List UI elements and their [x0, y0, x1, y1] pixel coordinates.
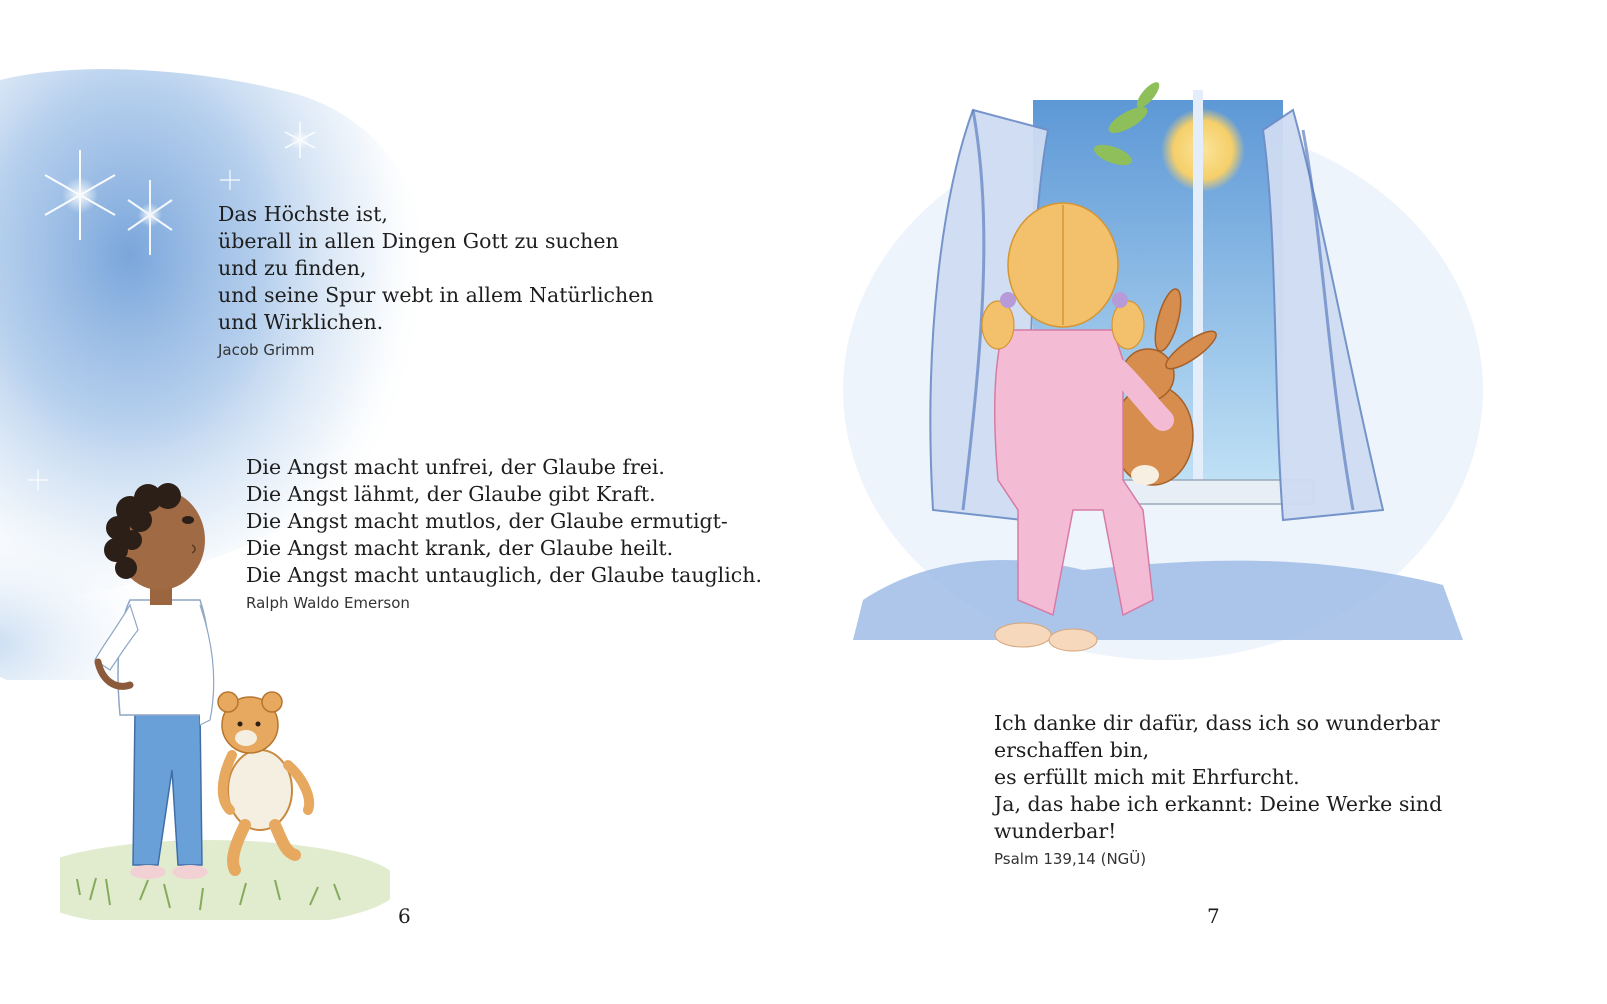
page-number: 6: [398, 904, 411, 928]
quote-line: Ja, das habe ich erkannt: Deine Werke sind: [994, 792, 1443, 816]
quote-source: Psalm 139,14 (NGÜ): [994, 850, 1147, 868]
quote-line: und Wirklichen.: [218, 310, 384, 334]
quote-line: es erfüllt mich mit Ehrfurcht.: [994, 765, 1300, 789]
quote-line: Die Angst lähmt, der Glaube gibt Kraft.: [246, 482, 656, 506]
quote-psalm: [994, 710, 1442, 869]
hair-bow-icon: [1112, 292, 1128, 308]
quote-author: Jacob Grimm: [218, 341, 315, 359]
left-page: [0, 0, 803, 1004]
hair-bow-icon: [1000, 292, 1016, 308]
quote-line: Das Höchste ist,: [218, 202, 388, 226]
quote-line: Die Angst macht krank, der Glaube heilt.: [246, 536, 674, 560]
quote-line: überall in allen Dingen Gott zu suchen: [218, 229, 619, 253]
quote-line: und zu finden,: [218, 256, 367, 280]
quote-emerson: [246, 454, 762, 613]
quote-line: wunderbar!: [994, 819, 1117, 843]
right-page: [803, 0, 1607, 1004]
page-number: 7: [1207, 904, 1220, 928]
quote-line: erschaffen bin,: [994, 738, 1150, 762]
quote-line: Die Angst macht mutlos, der Glaube ermutigt-: [246, 509, 728, 533]
quote-line: Die Angst macht untauglich, der Glaube tauglich.: [246, 563, 762, 587]
quote-grimm: [218, 201, 654, 360]
girl-at-window-illustration: [823, 40, 1503, 680]
quote-line: und seine Spur webt in allem Natürlichen: [218, 283, 654, 307]
quote-author: Ralph Waldo Emerson: [246, 594, 410, 612]
quote-line: Die Angst macht unfrei, der Glaube frei.: [246, 455, 665, 479]
quote-line: Ich danke dir dafür, dass ich so wunderbar: [994, 711, 1440, 735]
